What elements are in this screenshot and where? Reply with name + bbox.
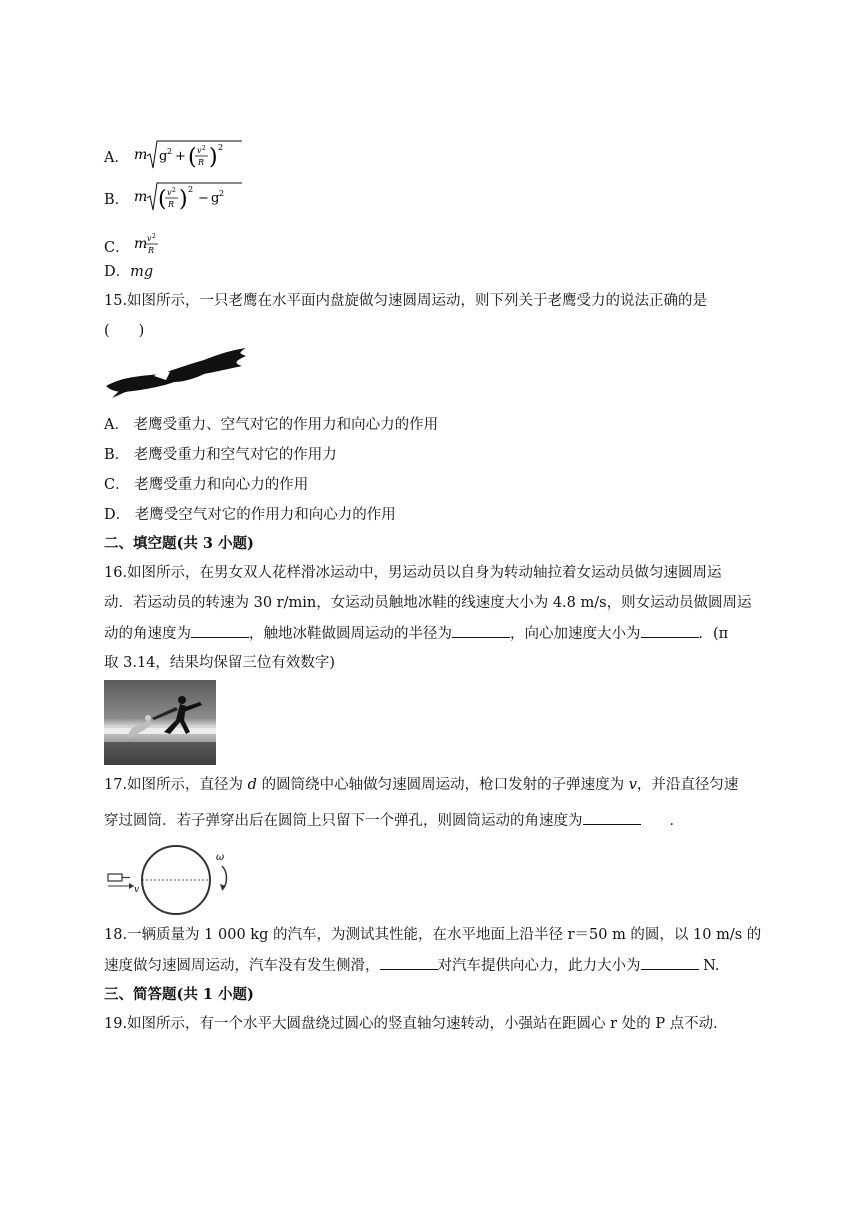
- q16-line1: 16.如图所示，在男女双人花样滑冰运动中，男运动员以自身为转动轴拉着女运动员做匀速圆周运: [104, 565, 722, 581]
- fig-omega-label: ω: [216, 852, 225, 863]
- q17-line1: [104, 775, 738, 795]
- answer-blank-6: [641, 955, 699, 970]
- svg-text:2: 2: [217, 143, 223, 152]
- answer-blank-5: [380, 955, 438, 970]
- formula-a-svg: [134, 138, 244, 172]
- eagle-icon: [104, 346, 248, 400]
- section2-title: 二、填空题(共 3 小题): [104, 535, 254, 552]
- q17-line2-part-a: 穿过圆筒．若子弹穿出后在圆筒上只留下一个弹孔，则圆筒运动的角速度为: [104, 813, 583, 829]
- q15-stem-line1: 15.如图所示，一只老鹰在水平面内盘旋做匀速圆周运动，则下列关于老鹰受力的说法正确的是: [104, 293, 708, 309]
- q14-option-a: [104, 138, 244, 178]
- svg-text:2: 2: [166, 147, 172, 156]
- svg-text:+: +: [174, 149, 186, 164]
- answer-blank-2: [452, 623, 510, 638]
- svg-text:v: v: [166, 188, 172, 197]
- q17-line2-part-b: ．: [640, 813, 684, 829]
- cylinder-figure: [104, 842, 244, 918]
- q18-line2: [104, 955, 719, 976]
- q18-line2-part-b: 对汽车提供向心力，此力大小为: [437, 958, 641, 974]
- q17-line1-part-b: 的圆筒绕中心轴做匀速圆周运动，枪口发射的子弹速度为: [256, 777, 629, 793]
- q15-option-a: A． 老鹰受重力、空气对它的作用力和向心力的作用: [104, 417, 439, 433]
- svg-text:(: (: [157, 187, 167, 212]
- skating-photo-svg: [104, 680, 216, 765]
- svg-text:2: 2: [187, 185, 193, 194]
- q16-line4: 取 3.14，结果均保留三位有效数字): [104, 655, 336, 671]
- q16-line3-part-c: ，向心加速度大小为: [510, 626, 641, 642]
- q14-option-d: [104, 262, 153, 282]
- q15-option-d: D． 老鹰受空气对它的作用力和向心力的作用: [104, 507, 396, 523]
- q16-line2: 动．若运动员的转速为 30 r/min，女运动员触地冰鞋的线速度大小为 4.8 m/s，则女运动员做圆周运: [104, 595, 752, 611]
- bullet-icon: [108, 874, 122, 881]
- formula-b: [134, 180, 244, 220]
- q19-line1: 19.如图所示，有一个水平大圆盘绕过圆心的竖直轴匀速转动，小强站在距圆心 r 处的 P 点不动．: [104, 1016, 728, 1032]
- option-label: A．: [104, 150, 129, 166]
- option-label: C．: [104, 240, 130, 256]
- formula-b-svg: [134, 180, 244, 214]
- q16-line3: [104, 623, 728, 644]
- option-label: B．: [104, 192, 130, 208]
- svg-text:R: R: [197, 158, 204, 167]
- q15-stem-line2: ( ): [104, 323, 145, 339]
- svg-text:v: v: [147, 234, 152, 243]
- diameter-symbol: d: [247, 777, 257, 793]
- q14-option-b: [104, 180, 244, 220]
- q17-line2: [104, 810, 684, 831]
- svg-text:): ): [178, 187, 188, 212]
- q18-line1: 18.一辆质量为 1 000 kg 的汽车，为测试其性能，在水平地面上沿半径 r＝50 m 的圆，以 10 m/s 的: [104, 927, 762, 943]
- svg-text:(: (: [187, 145, 197, 170]
- q16-line3-part-a: 动的角速度为: [104, 626, 191, 642]
- answer-blank-3: [641, 623, 699, 638]
- svg-text:2: 2: [152, 233, 157, 240]
- section3-title: 三、简答题(共 1 小题): [104, 986, 254, 1003]
- q15-option-c: C． 老鹰受重力和向心力的作用: [104, 477, 309, 493]
- svg-text:): ): [208, 145, 218, 170]
- svg-text:−: −: [197, 191, 209, 206]
- svg-text:2: 2: [218, 189, 224, 198]
- svg-text:2: 2: [171, 187, 176, 194]
- velocity-symbol: v: [628, 777, 637, 793]
- option-d-text: mg: [130, 264, 154, 280]
- svg-text:m: m: [133, 147, 147, 163]
- svg-text:v: v: [196, 146, 202, 155]
- svg-text:2: 2: [201, 145, 206, 152]
- fig-v-label: v: [134, 885, 140, 895]
- formula-c: [134, 230, 164, 266]
- svg-text:m: m: [133, 189, 148, 205]
- q14-option-c: [104, 230, 164, 266]
- svg-text:m: m: [134, 236, 148, 252]
- q17-line1-part-c: ，并沿直径匀速: [636, 777, 739, 793]
- svg-text:R: R: [148, 246, 155, 255]
- option-label: D．: [104, 264, 131, 280]
- svg-text:g: g: [210, 191, 220, 206]
- answer-blank-4: [583, 810, 641, 825]
- cylinder-diagram: [104, 842, 244, 918]
- formula-a: [134, 138, 244, 178]
- q18-line2-part-a: 速度做匀速圆周运动，汽车没有发生侧滑，: [104, 958, 380, 974]
- svg-text:g: g: [158, 149, 167, 164]
- formula-c-svg: [134, 230, 164, 260]
- q15-option-b: B． 老鹰受重力和空气对它的作用力: [104, 447, 337, 463]
- answer-blank-1: [191, 623, 249, 638]
- q17-line1-part-a: 17.如图所示，直径为: [104, 777, 248, 793]
- q18-line2-part-c: N.: [698, 958, 720, 974]
- eagle-figure: [104, 346, 248, 400]
- q16-line3-part-b: ，触地冰鞋做圆周运动的半径为: [249, 626, 452, 642]
- q16-line3-part-d: ．(π: [698, 626, 729, 642]
- skating-photo: [104, 680, 216, 765]
- svg-text:R: R: [167, 200, 174, 209]
